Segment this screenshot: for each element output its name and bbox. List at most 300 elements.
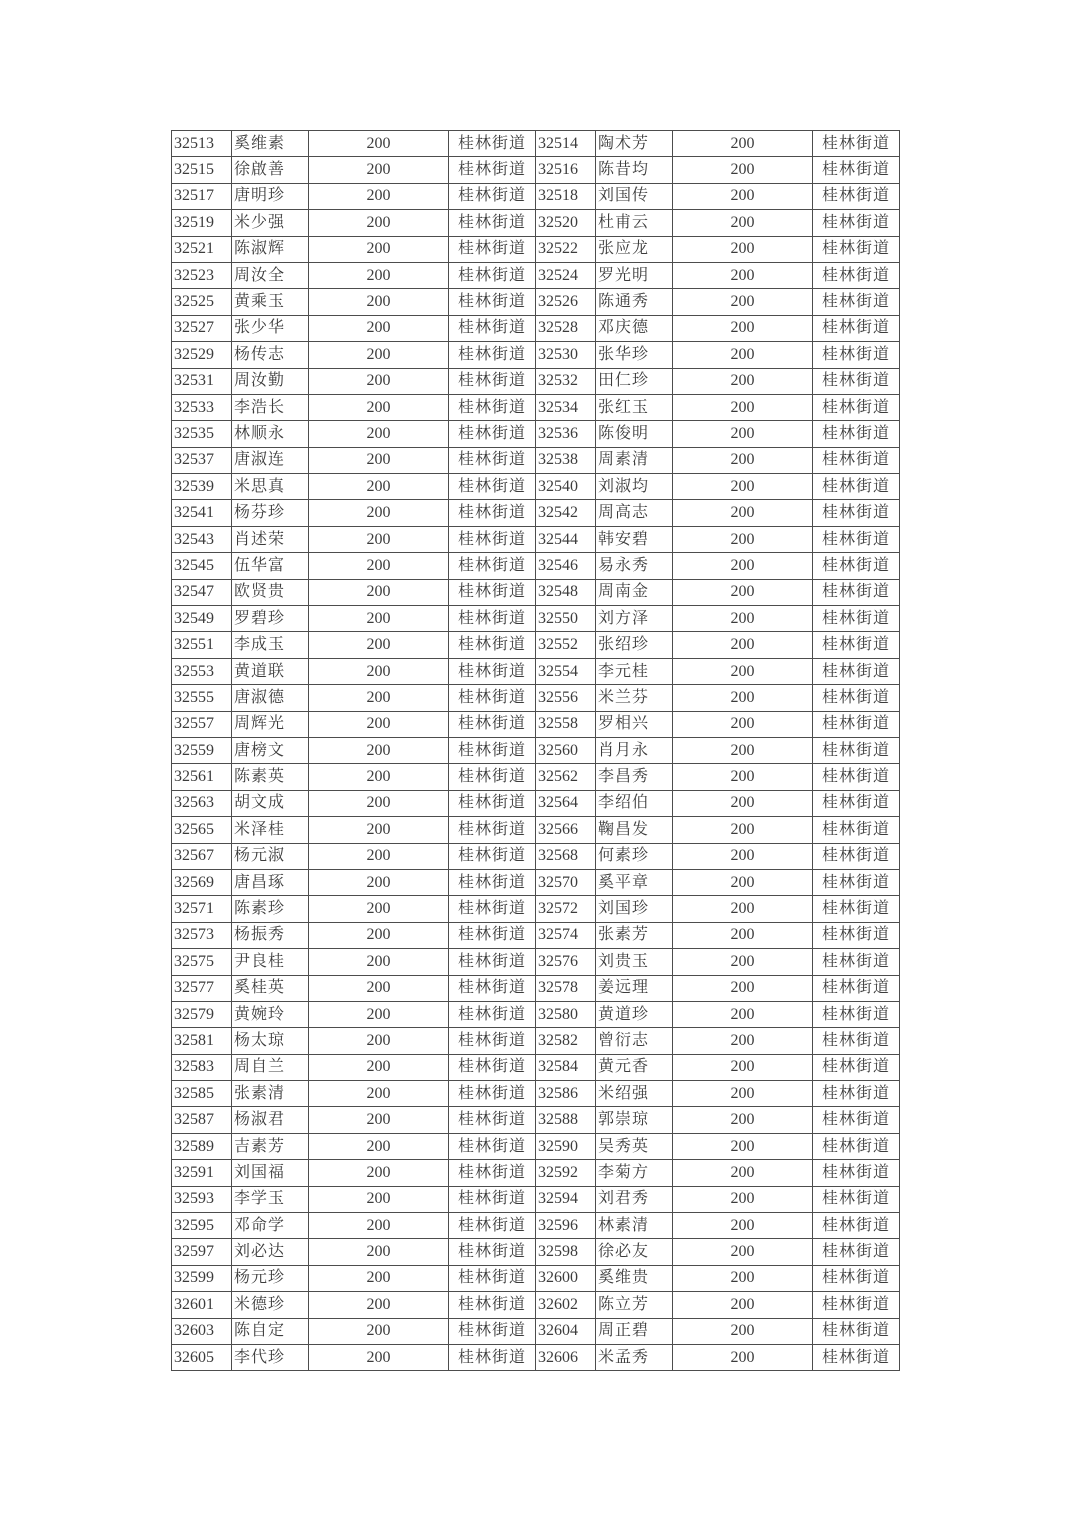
person-name: 李成玉 [232,632,309,658]
amount-value: 200 [309,447,449,473]
person-name: 周辉光 [232,711,309,737]
person-name: 陈立芳 [596,1292,673,1318]
amount-value: 200 [673,157,813,183]
amount-value: 200 [309,1001,449,1027]
amount-value: 200 [673,1081,813,1107]
amount-value: 200 [309,685,449,711]
table-row [172,183,900,209]
district-name: 桂林街道 [449,685,536,711]
record-id: 32529 [172,342,232,368]
amount-value: 200 [673,1292,813,1318]
record-id: 32530 [536,342,596,368]
record-id: 32539 [172,474,232,500]
record-id: 32586 [536,1081,596,1107]
district-name: 桂林街道 [813,658,900,684]
district-name: 桂林街道 [449,632,536,658]
person-name: 郭崇琼 [596,1107,673,1133]
district-name: 桂林街道 [449,1344,536,1370]
district-name: 桂林街道 [813,262,900,288]
amount-value: 200 [673,632,813,658]
district-name: 桂林街道 [449,553,536,579]
amount-value: 200 [673,843,813,869]
amount-value: 200 [673,553,813,579]
record-id: 32524 [536,262,596,288]
record-id: 32552 [536,632,596,658]
district-name: 桂林街道 [813,315,900,341]
person-name: 李学玉 [232,1186,309,1212]
table-row [172,1213,900,1239]
record-id: 32570 [536,869,596,895]
table-row [172,262,900,288]
record-id: 32594 [536,1186,596,1212]
district-name: 桂林街道 [449,1213,536,1239]
amount-value: 200 [309,526,449,552]
district-name: 桂林街道 [449,500,536,526]
district-name: 桂林街道 [813,157,900,183]
person-name: 张少华 [232,315,309,341]
amount-value: 200 [673,922,813,948]
district-name: 桂林街道 [449,289,536,315]
table-row [172,1186,900,1212]
record-id: 32576 [536,949,596,975]
amount-value: 200 [309,1292,449,1318]
person-name: 肖述荣 [232,526,309,552]
record-id: 32519 [172,210,232,236]
record-id: 32578 [536,975,596,1001]
person-name: 徐必友 [596,1239,673,1265]
district-name: 桂林街道 [449,1318,536,1344]
person-name: 杨元淑 [232,843,309,869]
record-id: 32549 [172,606,232,632]
record-id: 32601 [172,1292,232,1318]
district-name: 桂林街道 [449,474,536,500]
record-id: 32585 [172,1081,232,1107]
district-name: 桂林街道 [449,869,536,895]
table-row [172,1028,900,1054]
person-name: 唐昌琢 [232,869,309,895]
table-row [172,500,900,526]
district-name: 桂林街道 [449,1186,536,1212]
table-row [172,289,900,315]
amount-value: 200 [673,526,813,552]
amount-value: 200 [309,606,449,632]
person-name: 杨振秀 [232,922,309,948]
record-id: 32533 [172,394,232,420]
person-name: 陈素英 [232,764,309,790]
district-name: 桂林街道 [449,262,536,288]
record-id: 32561 [172,764,232,790]
person-name: 陈素珍 [232,896,309,922]
person-name: 林素清 [596,1213,673,1239]
table-row [172,1160,900,1186]
record-id: 32538 [536,447,596,473]
amount-value: 200 [309,236,449,262]
person-name: 周素清 [596,447,673,473]
amount-value: 200 [309,342,449,368]
district-name: 桂林街道 [449,949,536,975]
table-row [172,553,900,579]
person-name: 刘国传 [596,183,673,209]
amount-value: 200 [673,817,813,843]
record-id: 32546 [536,553,596,579]
district-name: 桂林街道 [813,183,900,209]
person-name: 张绍珍 [596,632,673,658]
district-name: 桂林街道 [813,421,900,447]
district-name: 桂林街道 [449,183,536,209]
district-name: 桂林街道 [813,394,900,420]
record-id: 32534 [536,394,596,420]
amount-value: 200 [673,1239,813,1265]
table-row [172,975,900,1001]
amount-value: 200 [673,1186,813,1212]
record-id: 32525 [172,289,232,315]
person-name: 刘贵玉 [596,949,673,975]
amount-value: 200 [673,421,813,447]
amount-value: 200 [309,1186,449,1212]
district-name: 桂林街道 [813,553,900,579]
table-row [172,315,900,341]
person-name: 李绍伯 [596,790,673,816]
record-id: 32540 [536,474,596,500]
district-name: 桂林街道 [449,342,536,368]
district-name: 桂林街道 [813,1318,900,1344]
record-id: 32567 [172,843,232,869]
district-name: 桂林街道 [813,975,900,1001]
district-name: 桂林街道 [813,579,900,605]
person-name: 奚平章 [596,869,673,895]
person-name: 米孟秀 [596,1344,673,1370]
amount-value: 200 [309,1081,449,1107]
record-id: 32568 [536,843,596,869]
amount-value: 200 [309,553,449,579]
amount-value: 200 [673,1265,813,1291]
table-row [172,1001,900,1027]
record-id: 32597 [172,1239,232,1265]
table-row [172,579,900,605]
person-name: 杨太琼 [232,1028,309,1054]
amount-value: 200 [673,606,813,632]
record-id: 32542 [536,500,596,526]
amount-value: 200 [309,1318,449,1344]
amount-value: 200 [309,210,449,236]
person-name: 唐淑德 [232,685,309,711]
record-id: 32600 [536,1265,596,1291]
person-name: 陈通秀 [596,289,673,315]
record-id: 32604 [536,1318,596,1344]
record-id: 32563 [172,790,232,816]
person-name: 周正碧 [596,1318,673,1344]
district-name: 桂林街道 [813,1213,900,1239]
table-row [172,869,900,895]
person-name: 周自兰 [232,1054,309,1080]
amount-value: 200 [673,1160,813,1186]
district-name: 桂林街道 [813,447,900,473]
amount-value: 200 [673,368,813,394]
table-row [172,790,900,816]
district-name: 桂林街道 [449,210,536,236]
record-id: 32598 [536,1239,596,1265]
record-id: 32544 [536,526,596,552]
district-name: 桂林街道 [813,289,900,315]
person-name: 周高志 [596,500,673,526]
person-name: 奚桂英 [232,975,309,1001]
table-row [172,1054,900,1080]
district-name: 桂林街道 [449,1054,536,1080]
record-id: 32579 [172,1001,232,1027]
amount-value: 200 [309,817,449,843]
person-name: 杜甫云 [596,210,673,236]
record-id: 32584 [536,1054,596,1080]
record-id: 32557 [172,711,232,737]
amount-value: 200 [309,289,449,315]
district-name: 桂林街道 [813,949,900,975]
person-name: 张华珍 [596,342,673,368]
person-name: 张红玉 [596,394,673,420]
table-row [172,843,900,869]
amount-value: 200 [673,1133,813,1159]
amount-value: 200 [673,131,813,157]
person-name: 陶术芳 [596,131,673,157]
record-id: 32575 [172,949,232,975]
record-id: 32592 [536,1160,596,1186]
amount-value: 200 [673,1213,813,1239]
amount-value: 200 [673,394,813,420]
district-name: 桂林街道 [813,817,900,843]
amount-value: 200 [309,131,449,157]
person-name: 刘国福 [232,1160,309,1186]
record-id: 32515 [172,157,232,183]
record-id: 32517 [172,183,232,209]
record-id: 32537 [172,447,232,473]
table-row [172,157,900,183]
record-id: 32522 [536,236,596,262]
person-name: 李代珍 [232,1344,309,1370]
person-name: 黄元香 [596,1054,673,1080]
amount-value: 200 [673,711,813,737]
person-name: 肖月永 [596,737,673,763]
person-name: 米少强 [232,210,309,236]
district-name: 桂林街道 [449,843,536,869]
person-name: 杨芬珍 [232,500,309,526]
table-row [172,447,900,473]
district-name: 桂林街道 [813,1292,900,1318]
person-name: 唐淑连 [232,447,309,473]
record-id: 32572 [536,896,596,922]
record-id: 32536 [536,421,596,447]
person-name: 胡文成 [232,790,309,816]
table-row [172,606,900,632]
district-name: 桂林街道 [813,737,900,763]
district-name: 桂林街道 [449,1160,536,1186]
person-name: 鞠昌发 [596,817,673,843]
district-name: 桂林街道 [449,447,536,473]
record-id: 32532 [536,368,596,394]
record-id: 32583 [172,1054,232,1080]
district-name: 桂林街道 [813,210,900,236]
district-name: 桂林街道 [449,394,536,420]
district-name: 桂林街道 [813,764,900,790]
record-id: 32550 [536,606,596,632]
amount-value: 200 [309,1265,449,1291]
district-name: 桂林街道 [813,843,900,869]
amount-value: 200 [309,843,449,869]
district-name: 桂林街道 [449,1081,536,1107]
district-name: 桂林街道 [449,922,536,948]
person-name: 何素珍 [596,843,673,869]
record-id: 32564 [536,790,596,816]
amount-value: 200 [309,474,449,500]
record-id: 32560 [536,737,596,763]
table-row [172,1265,900,1291]
district-name: 桂林街道 [813,342,900,368]
amount-value: 200 [673,500,813,526]
district-name: 桂林街道 [813,632,900,658]
person-name: 欧贤贵 [232,579,309,605]
district-name: 桂林街道 [813,1344,900,1370]
person-name: 李昌秀 [596,764,673,790]
district-name: 桂林街道 [449,606,536,632]
district-name: 桂林街道 [813,922,900,948]
person-name: 张素芳 [596,922,673,948]
district-name: 桂林街道 [813,685,900,711]
record-id: 32521 [172,236,232,262]
record-id: 32595 [172,1213,232,1239]
record-id: 32605 [172,1344,232,1370]
person-name: 黄道珍 [596,1001,673,1027]
district-name: 桂林街道 [813,474,900,500]
table-row [172,685,900,711]
amount-value: 200 [673,262,813,288]
amount-value: 200 [673,737,813,763]
person-name: 陈自定 [232,1318,309,1344]
table-row [172,1107,900,1133]
amount-value: 200 [309,790,449,816]
amount-value: 200 [309,737,449,763]
amount-value: 200 [673,289,813,315]
amount-value: 200 [309,157,449,183]
table-row [172,737,900,763]
amount-value: 200 [309,1213,449,1239]
table-row [172,658,900,684]
amount-value: 200 [309,421,449,447]
table-row [172,1081,900,1107]
table-row [172,236,900,262]
record-id: 32535 [172,421,232,447]
district-name: 桂林街道 [449,421,536,447]
person-name: 尹良桂 [232,949,309,975]
district-name: 桂林街道 [813,1265,900,1291]
person-name: 杨传志 [232,342,309,368]
record-id: 32587 [172,1107,232,1133]
amount-value: 200 [309,632,449,658]
district-name: 桂林街道 [449,1265,536,1291]
record-id: 32541 [172,500,232,526]
record-id: 32573 [172,922,232,948]
amount-value: 200 [673,1054,813,1080]
record-id: 32571 [172,896,232,922]
person-name: 米思真 [232,474,309,500]
person-name: 陈淑辉 [232,236,309,262]
record-id: 32559 [172,737,232,763]
record-id: 32582 [536,1028,596,1054]
district-name: 桂林街道 [449,579,536,605]
amount-value: 200 [309,975,449,1001]
district-name: 桂林街道 [449,157,536,183]
amount-value: 200 [309,183,449,209]
district-name: 桂林街道 [449,236,536,262]
amount-value: 200 [309,1028,449,1054]
district-name: 桂林街道 [813,500,900,526]
record-id: 32527 [172,315,232,341]
person-name: 伍华富 [232,553,309,579]
person-name: 罗碧珍 [232,606,309,632]
record-id: 32596 [536,1213,596,1239]
amount-value: 200 [673,764,813,790]
record-id: 32566 [536,817,596,843]
table-row [172,922,900,948]
record-id: 32526 [536,289,596,315]
amount-value: 200 [673,790,813,816]
record-id: 32520 [536,210,596,236]
amount-value: 200 [309,869,449,895]
amount-value: 200 [673,1107,813,1133]
roster-table [171,130,900,1371]
person-name: 周汝勤 [232,368,309,394]
district-name: 桂林街道 [449,1107,536,1133]
amount-value: 200 [673,1001,813,1027]
district-name: 桂林街道 [813,1028,900,1054]
amount-value: 200 [309,1054,449,1080]
district-name: 桂林街道 [449,817,536,843]
person-name: 米兰芬 [596,685,673,711]
district-name: 桂林街道 [813,526,900,552]
table-row [172,474,900,500]
district-name: 桂林街道 [449,896,536,922]
record-id: 32513 [172,131,232,157]
record-id: 32547 [172,579,232,605]
amount-value: 200 [309,1239,449,1265]
amount-value: 200 [309,949,449,975]
person-name: 奚维素 [232,131,309,157]
person-name: 刘必达 [232,1239,309,1265]
district-name: 桂林街道 [813,1186,900,1212]
district-name: 桂林街道 [449,737,536,763]
amount-value: 200 [673,447,813,473]
table-row [172,1292,900,1318]
amount-value: 200 [673,474,813,500]
amount-value: 200 [309,262,449,288]
amount-value: 200 [309,1107,449,1133]
district-name: 桂林街道 [813,131,900,157]
table-row [172,711,900,737]
table-row [172,949,900,975]
district-name: 桂林街道 [813,1239,900,1265]
table-row [172,1133,900,1159]
district-name: 桂林街道 [813,711,900,737]
person-name: 邓命学 [232,1213,309,1239]
person-name: 吴秀英 [596,1133,673,1159]
table-row [172,1318,900,1344]
record-id: 32593 [172,1186,232,1212]
person-name: 吉素芳 [232,1133,309,1159]
record-id: 32574 [536,922,596,948]
record-id: 32562 [536,764,596,790]
table-row [172,1239,900,1265]
person-name: 林顺永 [232,421,309,447]
table-row [172,342,900,368]
amount-value: 200 [673,210,813,236]
record-id: 32516 [536,157,596,183]
